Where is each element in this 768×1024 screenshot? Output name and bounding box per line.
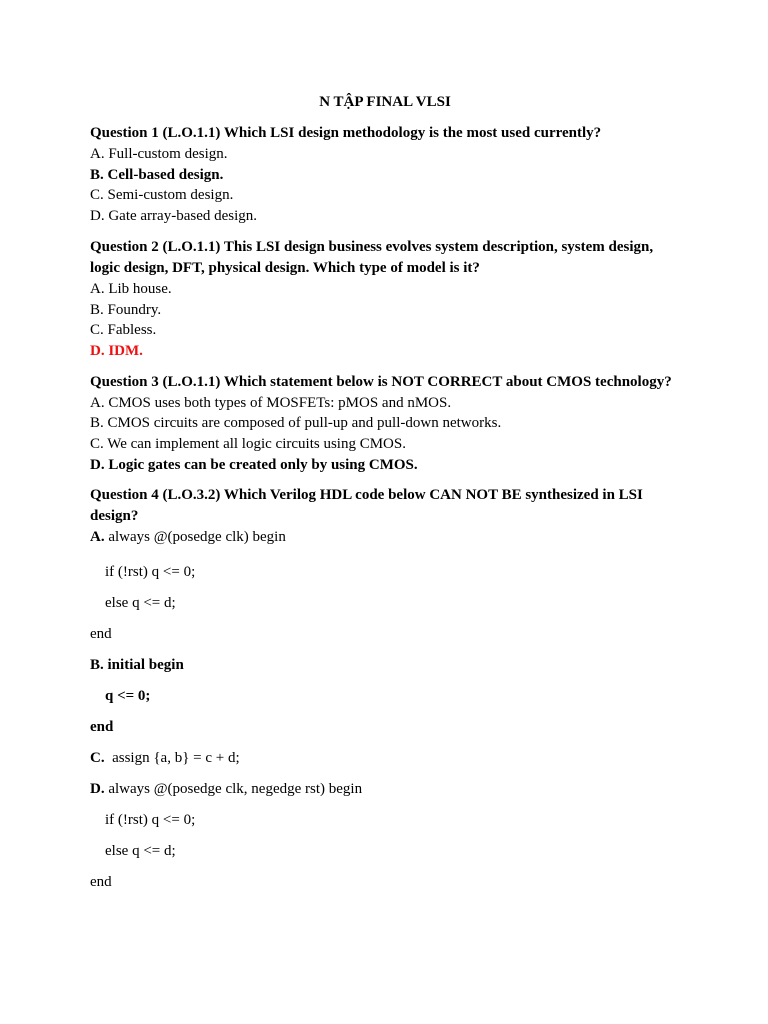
document-page bbox=[90, 92, 680, 908]
option-c: C. We can implement all logic circuits using CMOS. bbox=[90, 436, 406, 453]
option-a: A. Full-custom design. bbox=[90, 146, 228, 162]
question-text: Question 3 (L.O.1.1) Which statement below is NOT CORRECT about CMOS technology? bbox=[90, 373, 672, 390]
code-line bbox=[90, 774, 680, 805]
code-line: end bbox=[90, 719, 114, 736]
question-text: Question 2 (L.O.1.1) This LSI design business evolves system description, system design, logic design, DFT, physical design. Which type of model is it? bbox=[90, 238, 654, 276]
code-text: initial begin bbox=[107, 657, 184, 674]
option-a: A. CMOS uses both types of MOSFETs: pMOS and nMOS. bbox=[90, 394, 452, 411]
option-b: B. Foundry. bbox=[90, 301, 162, 318]
option-label: C. bbox=[90, 750, 105, 767]
option-label: A. bbox=[90, 529, 105, 546]
code-line: if (!rst) q <= 0; bbox=[105, 812, 196, 829]
code-line bbox=[90, 650, 680, 681]
option-d-answer: D. Logic gates can be created only by using CMOS. bbox=[90, 456, 418, 473]
question-2 bbox=[90, 237, 680, 362]
code-line: if (!rst) q <= 0; bbox=[105, 564, 196, 581]
option-b-code-answer bbox=[90, 650, 680, 743]
option-d-code bbox=[90, 774, 680, 898]
option-label: D. bbox=[90, 781, 105, 798]
code-line bbox=[90, 527, 680, 547]
code-text: assign {a, b} = c + d; bbox=[112, 750, 240, 767]
code-line: q <= 0; bbox=[105, 688, 151, 705]
option-a-code bbox=[90, 527, 680, 650]
question-text: Question 4 (L.O.3.2) Which Verilog HDL code below CAN NOT BE synthesized in LSI design? bbox=[90, 487, 643, 525]
question-1 bbox=[90, 123, 680, 227]
question-text: Question 1 (L.O.1.1) Which LSI design methodology is the most used currently? bbox=[90, 125, 602, 141]
option-c-code bbox=[90, 743, 680, 774]
question-3 bbox=[90, 372, 680, 476]
option-b-answer: B. Cell-based design. bbox=[90, 166, 224, 183]
code-line: else q <= d; bbox=[105, 595, 176, 612]
option-a: A. Lib house. bbox=[90, 280, 172, 297]
code-line: else q <= d; bbox=[105, 843, 176, 860]
option-b: B. CMOS circuits are composed of pull-up and pull-down networks. bbox=[90, 415, 502, 432]
code-line: end bbox=[90, 874, 112, 891]
code-text: always @(posedge clk, negedge rst) begin bbox=[108, 781, 363, 798]
document-title: N TẬP FINAL VLSI bbox=[319, 94, 451, 110]
question-4 bbox=[90, 485, 680, 898]
option-label: B. bbox=[90, 657, 104, 674]
option-d-answer: D. IDM. bbox=[90, 342, 143, 359]
option-c: C. Fabless. bbox=[90, 322, 157, 339]
option-c: C. Semi-custom design. bbox=[90, 187, 234, 204]
option-d: D. Gate array-based design. bbox=[90, 208, 258, 225]
code-line: end bbox=[90, 626, 112, 643]
code-line bbox=[90, 743, 680, 774]
code-text: always @(posedge clk) begin bbox=[108, 529, 286, 546]
